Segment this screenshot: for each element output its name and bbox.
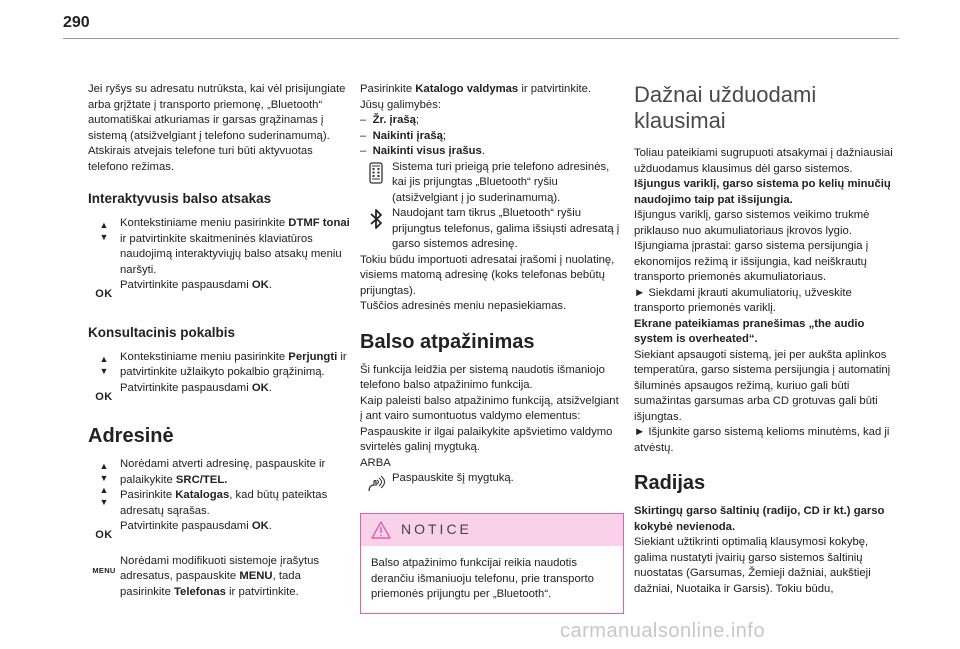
arrow-down-icon: ▼ bbox=[99, 497, 109, 507]
options-list bbox=[360, 113, 622, 160]
notice-body: Balso atpažinimo funkcijai reikia naudotis derančiu išmaniuoju telefonu, prie transporto priemonės prijungtu per „Bluetooth“. bbox=[371, 557, 594, 600]
warning-icon bbox=[371, 521, 391, 539]
instruction-dtmf: ▲ ▼ Kontekstiniame meniu pasirinkite DTMF tonai ir patvirtinkite skaitmeninės klaviatūros naudojimą interaktyviųjų balso atsakų meniu naršyti. bbox=[99, 217, 350, 276]
import-paragraph: Tokiu būdu importuoti adresatai įrašomi į nuolatinę, visiems matomą adresinę (koks telefonas bebūtų prijungtas). bbox=[360, 253, 615, 297]
instruction-modify-contacts: MENU Norėdami modifikuoti sistemoje įrašytus adresatus, paspauskite MENU, tada pasirinkite Telefonas ir patvirtinkite. bbox=[92, 554, 320, 598]
voice-paragraph-1: Ši funkcija leidžia per sistemą naudotis išmaniojo telefono balso atpažinimo funkcija. bbox=[360, 363, 605, 391]
faq-intro: Toliau pateikiami sugrupuoti atsakymai į dažniausiai užduodamus klausimus dėl garso sistemos. bbox=[634, 147, 893, 175]
notice-box bbox=[360, 513, 624, 614]
top-divider bbox=[63, 38, 899, 39]
instruction-open-contacts: ▲ ▼ ▲ ▼ Norėdami atverti adresinę, paspauskite ir palaikykite SRC/TEL. Pasirinkite Katalogas, kad būtų pateiktas adresatų sąrašas. bbox=[99, 458, 328, 517]
faq-answer-3: Siekiant užtikrinti optimalią klausymosi kokybę, galima nustatyti įvairių garso sistemos šaltinių nuostatas (Garsumas, Žemieji dažniai, aukštieji dažniai, Nuotaika ir Garsis). Tokiu būdu, bbox=[634, 536, 871, 595]
arrow-down-icon: ▼ bbox=[99, 365, 109, 376]
ok-button-icon: OK bbox=[95, 288, 113, 300]
section-heading-radio: Radijas bbox=[634, 472, 706, 494]
list-item: – Žr. įrašą; bbox=[360, 114, 420, 126]
instruction-confirm-2: OK Patvirtinkite paspausdami OK. bbox=[88, 381, 350, 406]
faq-answer-1b: Išjungiama įprastai: garso sistema persijungia į ekonomijos režimą ir išsijungia, kad neiškrautų transporto priemonės akumuliatoriaus. bbox=[634, 240, 869, 283]
options-intro: Jūsų galimybės: bbox=[360, 98, 441, 111]
menu-button-icon: MENU bbox=[92, 565, 116, 575]
list-item: – Naikinti visus įrašus. bbox=[360, 145, 485, 157]
dtmf-label: DTMF tonai bbox=[288, 217, 350, 229]
section-heading-consult: Konsultacinis pokalbis bbox=[88, 324, 236, 340]
bluetooth-note: Naudojant tam tikrus „Bluetooth“ ryšiu prijungtus telefonus, galima išsiųsti adresatą į garso sistemos adresinę. bbox=[360, 206, 622, 253]
voice-button-icon bbox=[365, 473, 387, 493]
arrow-up-icon: ▲ bbox=[99, 461, 109, 471]
intro-paragraph: Jei ryšys su adresatu nutrūksta, kai vėl prisijungiate arba grįžtate į transporto priemonę, „Bluetooth“ automatiškai atkuriamas ir garsas grąžinamas į sistemą (atsižvelgiant į telefono suderinamumą). bbox=[88, 83, 346, 142]
intro-paragraph-2: Atskirais atvejais telefone turi būti aktyvuotas telefono režimas. bbox=[88, 145, 313, 173]
section-heading-voice: Balso atpažinimas bbox=[360, 330, 535, 353]
ok-button-icon: OK bbox=[95, 529, 113, 541]
faq-answer-2: Siekiant apsaugoti sistemą, jei per aukšta aplinkos temperatūra, garso sistema persijungia į automatinį šiluminės apsaugos režimą, kuriuo gali būti sumažintas garsumas arba CD grotuvas gali būti išjungtas. bbox=[634, 348, 891, 423]
ok-button-icon: OK bbox=[95, 390, 113, 403]
voice-button-instruction: Paspauskite šį mygtuką. bbox=[360, 471, 622, 493]
faq-answer-1c: ► Siekdami įkrauti akumuliatorių, užveskite transporto priemonės variklį. bbox=[634, 286, 852, 314]
catalog-paragraph: Pasirinkite Katalogo valdymas ir patvirtinkite. bbox=[360, 83, 592, 95]
phone-note: Sistema turi prieigą prie telefono adresinės, kai jis prijungtas „Bluetooth“ ryšiu (atsižvelgiant į jo suderinamumą). bbox=[360, 160, 622, 207]
arrow-up-icon: ▲ bbox=[99, 353, 109, 364]
faq-answer-2b: ► Išjunkite garso sistemą kelioms minutėms, kad ji atvėstų. bbox=[634, 426, 890, 454]
faq-answer-1: Išjungus variklį, garso sistemos veikimo trukmė priklauso nuo akumuliatoriaus įkrovos lygio. bbox=[634, 209, 870, 237]
arrow-down-icon: ▼ bbox=[99, 473, 109, 483]
arrow-right-icon: ► bbox=[634, 286, 646, 299]
empty-menu-paragraph: Tuščios adresinės meniu nepasiekiamas. bbox=[360, 300, 567, 312]
section-heading-contacts: Adresinė bbox=[88, 425, 174, 447]
page-number: 290 bbox=[63, 14, 90, 31]
arrow-up-icon: ▲ bbox=[99, 220, 109, 230]
voice-paragraph-2: Kaip paleisti balso atpažinimo funkciją, atsižvelgiant į ant vairo sumontuotus valdymo elementus: bbox=[360, 394, 619, 422]
notice-header bbox=[361, 514, 623, 546]
smartphone-icon bbox=[369, 162, 383, 184]
faq-heading: Dažnai užduodami klausimai bbox=[634, 82, 817, 133]
instruction-confirm-1: OK Patvirtinkite paspausdami OK. bbox=[88, 278, 350, 303]
list-item: – Naikinti įrašą; bbox=[360, 129, 447, 142]
section-heading-ivr: Interaktyvusis balso atsakas bbox=[88, 191, 272, 206]
faq-question-3: Skirtingų garso šaltinių (radijo, CD ir kt.) garso kokybė nevienoda. bbox=[634, 505, 885, 533]
voice-or: ARBA bbox=[360, 456, 391, 469]
watermark: carmanualsonline.info bbox=[560, 620, 766, 642]
bluetooth-icon bbox=[369, 208, 383, 230]
column-left bbox=[88, 82, 350, 600]
instruction-confirm-3: OK Patvirtinkite paspausdami OK. bbox=[88, 519, 350, 544]
faq-question-1: Išjungus variklį, garso sistema po kelių minučių naudojimo taip pat išsijungia. bbox=[634, 178, 891, 206]
notice-title: NOTICE bbox=[401, 521, 472, 538]
instruction-switch: ▲ ▼ Kontekstiniame meniu pasirinkite Perjungti ir patvirtinkite užlaikyto pokalbio grąžinimą. bbox=[99, 350, 347, 378]
voice-paragraph-3: Paspauskite ir ilgai palaikykite apšvietimo valdymo svirtelės galinį mygtuką. bbox=[360, 425, 613, 453]
faq-question-2: Ekrane pateikiamas pranešimas „the audio system is overheated“. bbox=[634, 317, 865, 345]
arrow-right-icon: ► bbox=[634, 426, 646, 438]
arrow-down-icon: ▼ bbox=[99, 232, 109, 242]
arrow-up-icon: ▲ bbox=[99, 485, 109, 495]
column-middle bbox=[360, 82, 622, 614]
column-right bbox=[634, 82, 896, 597]
